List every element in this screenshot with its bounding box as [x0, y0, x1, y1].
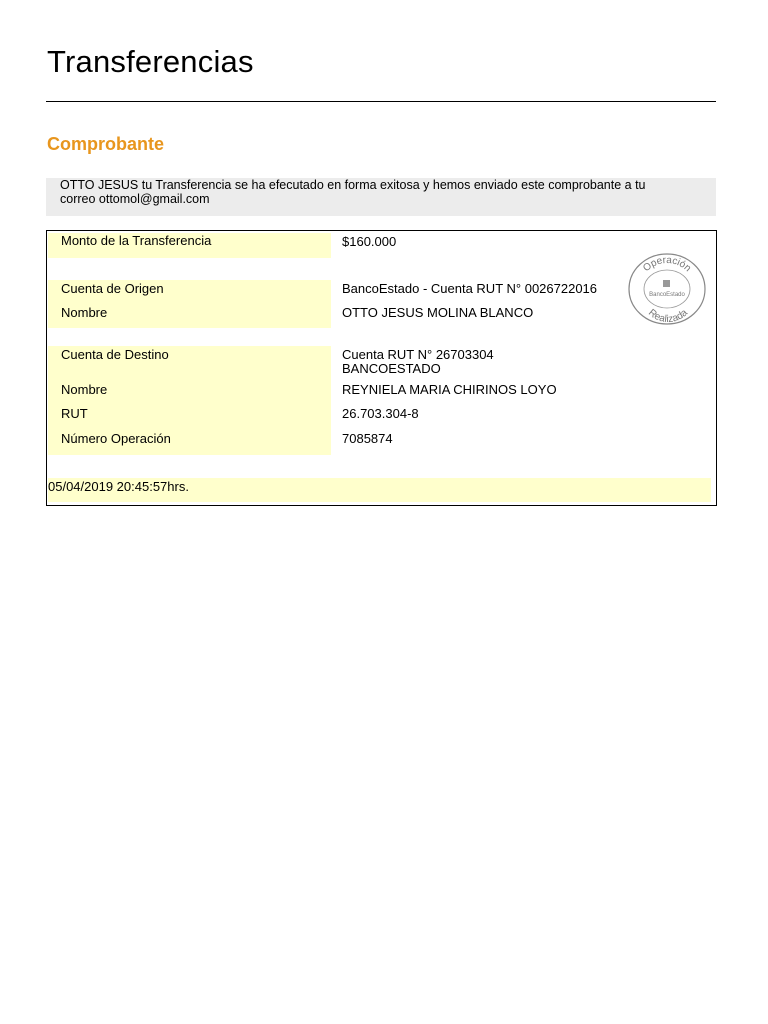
page-title: Transferencias	[47, 44, 254, 79]
origin-name-value: OTTO JESUS MOLINA BLANCO	[342, 305, 534, 320]
destination-block	[48, 346, 331, 455]
notice-line-1: OTTO JESUS tu Transferencia se ha efecutado en forma exitosa y hemos enviado este comprobante a tu	[60, 178, 646, 192]
operation-number-label: Número Operación	[61, 431, 171, 446]
timestamp: 05/04/2019 20:45:57hrs.	[48, 479, 189, 494]
origin-account-value: BancoEstado - Cuenta RUT N° 0026722016	[342, 281, 598, 296]
origin-account-label: Cuenta de Origen	[61, 281, 164, 296]
title-divider	[46, 101, 716, 102]
notice-line-2: correo ottomol@gmail.com	[60, 192, 210, 206]
destination-name-label: Nombre	[61, 382, 108, 397]
operation-number-value: 7085874	[342, 431, 393, 446]
rut-value: 26.703.304-8	[342, 406, 419, 421]
origin-block	[48, 280, 331, 328]
stamp-center-text: BancoEstado	[649, 292, 685, 298]
section-title: Comprobante	[47, 134, 164, 154]
stamp-inner-ring	[644, 270, 690, 308]
confirmation-notice	[46, 178, 716, 216]
operation-stamp-seal	[627, 251, 707, 327]
stamp-bottom-text: Realizada	[646, 307, 690, 326]
destination-bank-value: BANCOESTADO	[342, 361, 441, 376]
origin-name-label: Nombre	[61, 305, 108, 320]
rut-label: RUT	[61, 406, 88, 421]
destination-account-value: Cuenta RUT N° 26703304	[342, 347, 494, 362]
amount-label: Monto de la Transferencia	[48, 233, 331, 258]
destination-account-label: Cuenta de Destino	[61, 347, 169, 362]
amount-value: $160.000	[342, 234, 397, 249]
destination-name-value: REYNIELA MARIA CHIRINOS LOYO	[342, 382, 557, 397]
stamp-logo-icon	[663, 280, 670, 287]
stamp-top-text: Operación	[641, 254, 693, 275]
receipt-table	[46, 230, 717, 506]
